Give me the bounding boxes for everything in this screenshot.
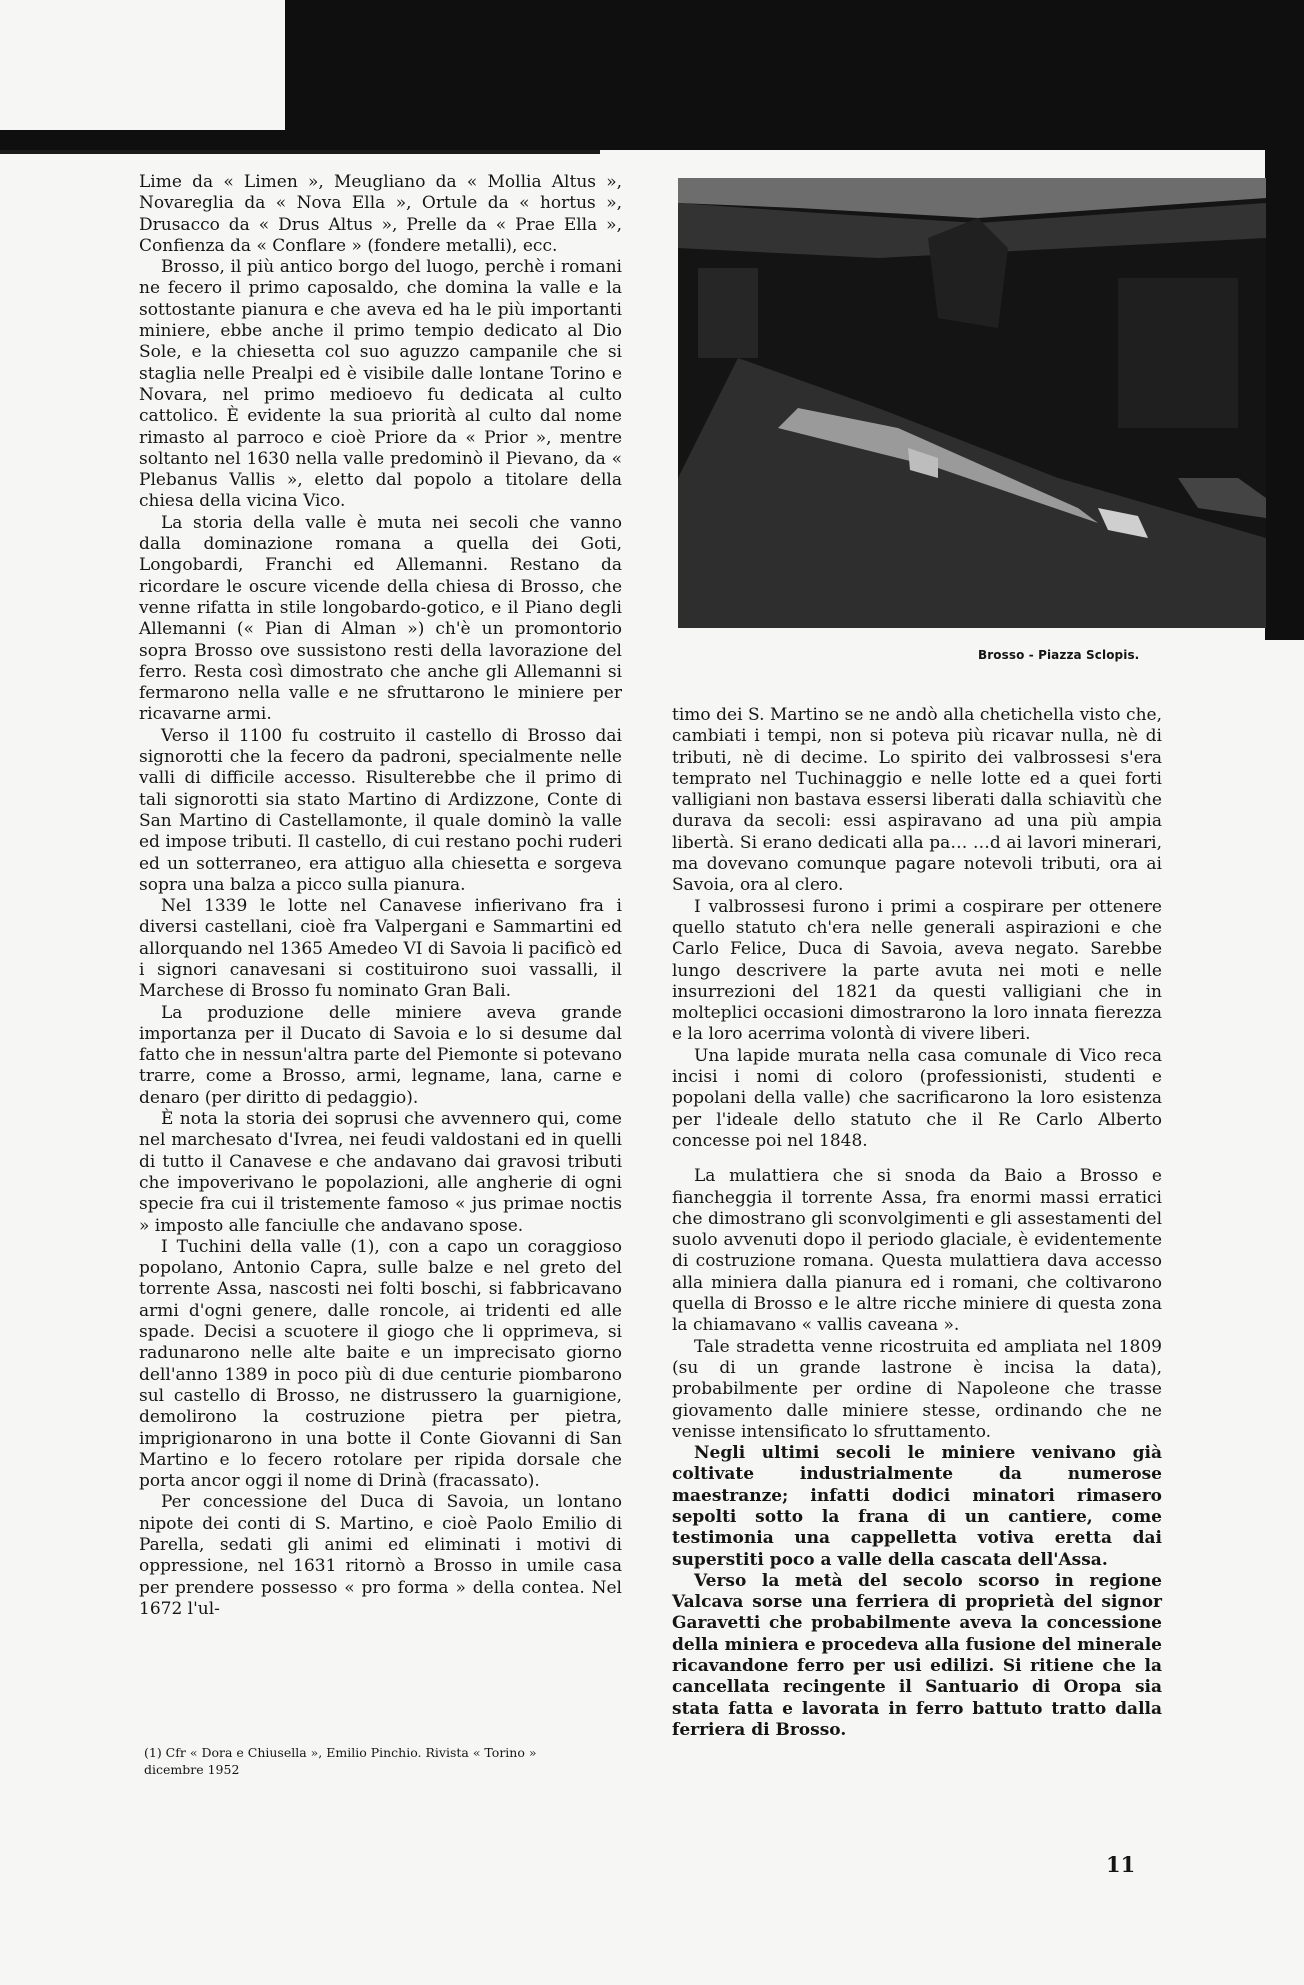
paragraph: Verso la metà del secolo scorso in regione Valcava sorse una ferriera di proprietà del signor Garavetti che probabilmente aveva la concessione della miniera e procedeva alla fusione del minerale ricavandone ferro per usi edilizi. Si ritiene che la cancellata recingente il Santuario di Oropa sia stata fatta e lavorata in ferro battuto tratto dalla ferriera di Brosso. [672,1570,1162,1740]
footnote-line: (1) Cfr « Dora e Chiusella », Emilio Pinchio. Rivista « Torino » [144,1745,537,1760]
paragraph: I valbrossesi furono i primi a cospirare per ottenere quello statuto ch'era nelle generali aspirazioni e che Carlo Felice, Duca di Savoia, aveva negato. Sarebbe lungo descrivere la parte avuta nei moti e nelle insurrezioni del 1821 da questi valligiani che in molteplici occasioni dimostrarono la loro innata fierezza e la loro acerrima volontà di vivere liberi. [672,896,1162,1045]
paragraph: La storia della valle è muta nei secoli che vanno dalla dominazione romana a quella dei Goti, Longobardi, Franchi ed Allemanni. Restano da ricordare le oscure vicende della chiesa di Brosso, che venne rifatta in stile longobardo-gotico, e il Piano degli Allemanni (« Pian di Alman ») ch'è un promontorio sopra Brosso ove sussistono resti della lavorazione del ferro. Resta così dimostrato che anche gli Allemanni si fermarono nella valle e ne sfruttarono le miniere per ricavarne armi. [139,512,622,725]
photo-caption: Brosso - Piazza Sclopis. [978,648,1140,662]
paragraph: È nota la storia dei soprusi che avvennero qui, come nel marchesato d'Ivrea, nei feudi valdostani ed in quelli di tutto il Canavese e che andavano dai gravosi tributi che impoverivano le popolazioni, alle angherie di ogni specie fra cui il tristemente famoso « jus primae noctis » imposto alle fanciulle che andavano spose. [139,1109,622,1236]
page-number: 11 [1106,1852,1136,1877]
photo-brosso-piazza [678,178,1266,628]
footnote [144,1744,614,1778]
left-column [139,172,622,1620]
paragraph: Verso il 1100 fu costruito il castello di Brosso dai signorotti che la fecero da padroni, specialmente nelle valli di difficile accesso. Risulterebbe che il primo di tali signorotti sia stato Martino di Ardizzone, Conte di San Martino di Castellamonte, il quale dominò la valle ed impose tributi. Il castello, di cui restano pochi ruderi ed un sotterraneo, era attiguo alla chiesetta e sorgeva sopra una balza a picco sulla pianura. [139,725,622,895]
paragraph: Tale stradetta venne ricostruita ed ampliata nel 1809 (su di un grande lastrone è incisa la data), probabilmente per ordine di Napoleone che trasse giovamento dalle miniere stesse, ordinando che ne venisse intensificato lo sfruttamento. [672,1336,1162,1442]
paragraph: La produzione delle miniere aveva grande importanza per il Ducato di Savoia e lo si desume dal fatto che in nessun'altra parte del Piemonte si potevano trarre, come a Brosso, armi, legname, lana, carne e denaro (per diritto di pedaggio). [139,1002,622,1108]
paragraph: Negli ultimi secoli le miniere venivano già coltivate industrialmente da numerose maestranze; infatti dodici minatori rimasero sepolti sotto la frana di un cantiere, come testimonia una cappelletta votiva eretta dai superstiti poco a valle della cascata dell'Assa. [672,1443,1162,1570]
section-gap [672,1152,1162,1166]
paragraph: timo dei S. Martino se ne andò alla chetichella visto che, cambiati i tempi, non si poteva più ricavar nulla, nè di tributi, nè di decime. Lo spirito dei valbrossesi s'era temprato nel Tuchinaggio e nelle lotte ed a quei forti valligiani non bastava essersi liberati dalla schiavitù che durava da secoli: essi aspiravano ad una più ampia libertà. Si erano dedicati alla pa… …d ai lavori minerari, ma dovevano comunque pagare notevoli tributi, ora ai Savoia, ora al clero. [672,705,1162,896]
paragraph: I Tuchini della valle (1), con a capo un coraggioso popolano, Antonio Capra, sulle balze e nel greto del torrente Assa, nascosti nei folti boschi, si fabbricavano armi d'ogni genere, dalle roncole, ai tridenti ed alle spade. Decisi a scuotere il giogo che li opprimeva, si radunarono nelle alte baite e un imprecisato giorno dell'anno 1389 in poco più di due centurie piombarono sul castello di Brosso, ne distrussero la guarnigione, demolirono la costruzione pietra per pietra, imprigionarono in una botte il Conte Giovanni di San Martino e lo fecero rotolare per ripida dorsale che porta ancor oggi il nome di Drinà (fracassato). [139,1236,622,1492]
paragraph: Nel 1339 le lotte nel Canavese infierivano fra i diversi castellani, cioè fra Valpergani e Sammartini ed allorquando nel 1365 Amedeo VI di Savoia li pacificò ed i signori canavesani si costituirono suoi vassalli, il Marchese di Brosso fu nominato Gran Bali. [139,896,622,1002]
right-column [672,705,1162,1741]
photo-image [678,178,1266,628]
footnote-line: dicembre 1952 [144,1762,240,1777]
paragraph: Brosso, il più antico borgo del luogo, perchè i romani ne fecero il primo caposaldo, che domina la valle e la sottostante pianura e che aveva ed ha le più importanti miniere, ebbe anche il primo tempio dedicato al Dio Sole, e la chiesetta col suo aguzzo campanile che si staglia nelle Prealpi ed è visibile dalle lontane Torino e Novara, nel primo medioevo fu dedicata al culto cattolico. È evidente la sua priorità al culto dal nome rimasto al parroco e cioè Priore da « Prior », mentre soltanto nel 1630 nella valle predominò il Pievano, da « Plebanus Vallis », eletto dal popolo a titolare della chiesa della vicina Vico. [139,257,622,512]
top-rule [0,150,600,154]
paragraph: Per concessione del Duca di Savoia, un lontano nipote dei conti di S. Martino, e cioè Paolo Emilio di Parella, sedati gli animi ed eliminati i motivi di oppressione, nel 1631 ritornò a Brosso in umile casa per prendere possesso « pro forma » della contea. Nel 1672 l'ul- [139,1492,622,1619]
paragraph: La mulattiera che si snoda da Baio a Brosso e fiancheggia il torrente Assa, fra enormi massi erratici che dimostrano gli sconvolgimenti e gli assestamenti del suolo avvenuti dopo il periodo glaciale, è evidentemente di costruzione romana. Questa mulattiera dava accesso alla miniera dalla pianura ed i romani, che coltivarono quella di Brosso e le altre ricche miniere di questa zona la chiamavano « vallis caveana ». [672,1166,1162,1336]
paragraph: Una lapide murata nella casa comunale di Vico reca incisi i nomi di coloro (professionisti, studenti e popolani della valle) che sacrificarono la loro esistenza per l'ideale dello statuto che il Re Carlo Alberto concesse poi nel 1848. [672,1045,1162,1151]
paragraph: Lime da « Limen », Meugliano da « Mollia Altus », Novareglia da « Nova Ella », Ortule da « hortus », Drusacco da « Drus Altus », Prelle da « Prae Ella », Confienza da « Conflare » (fondere metalli), ecc. [139,172,622,256]
